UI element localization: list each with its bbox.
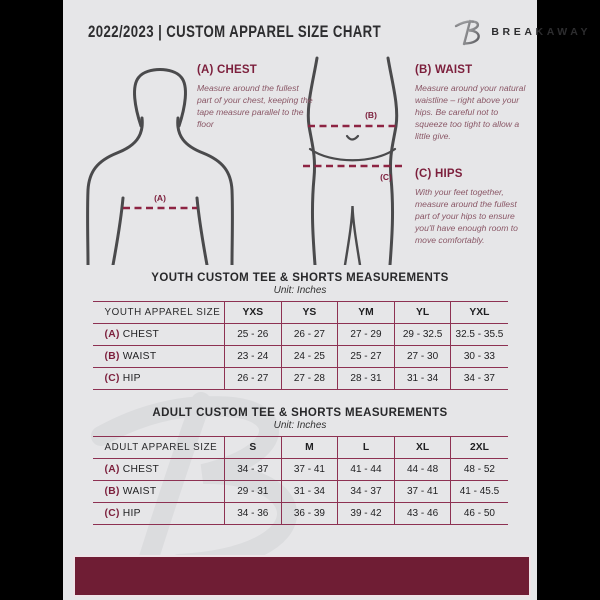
cell-value: 34 - 37 xyxy=(338,481,395,503)
cell-value: 36 - 39 xyxy=(281,503,338,525)
cell-value: 26 - 27 xyxy=(281,324,338,346)
cell-value: 32.5 - 35.5 xyxy=(451,324,508,346)
cell-value: 23 - 24 xyxy=(225,346,282,368)
row-label-text: WAIST xyxy=(122,351,157,362)
size-col-header: S xyxy=(225,437,282,459)
hips-body-text: With your feet together, measure around the fullest part of your hips to ensure you'll have enough room to move comfortably. xyxy=(415,187,518,246)
row-label-text: HIP xyxy=(122,508,141,519)
cell-value: 44 - 48 xyxy=(394,459,451,481)
adult-table-unit: Unit: Inches xyxy=(273,420,327,431)
chest-heading: (A) CHEST xyxy=(197,64,257,76)
table-row-waist xyxy=(93,481,508,503)
size-col-header: YS xyxy=(281,302,338,324)
youth-size-header-label: YOUTH APPAREL SIZE xyxy=(104,307,221,318)
row-prefix: (C) xyxy=(104,373,120,384)
cell-value: 31 - 34 xyxy=(394,368,451,390)
table-row-waist xyxy=(93,346,508,368)
cell-value: 39 - 42 xyxy=(338,503,395,525)
youth-table-section xyxy=(63,272,537,390)
cell-value: 30 - 33 xyxy=(451,346,508,368)
row-prefix: (B) xyxy=(104,486,120,497)
size-col-header: YXS xyxy=(225,302,282,324)
cell-value: 34 - 37 xyxy=(451,368,508,390)
brand-lockup xyxy=(454,18,591,46)
cell-value: 27 - 28 xyxy=(281,368,338,390)
cell-value: 34 - 37 xyxy=(225,459,282,481)
adult-table-title: ADULT CUSTOM TEE & SHORTS MEASUREMENTS xyxy=(152,407,448,419)
cell-value: 28 - 31 xyxy=(338,368,395,390)
cell-value: 37 - 41 xyxy=(281,459,338,481)
hips-line-label: (C) xyxy=(380,172,392,182)
table-row-hip xyxy=(93,368,508,390)
row-prefix: (C) xyxy=(104,508,120,519)
brand-name: BREAKAWAY xyxy=(491,26,592,38)
waist-heading: (B) WAIST xyxy=(415,64,473,76)
cell-value: 43 - 46 xyxy=(394,503,451,525)
youth-table-unit: Unit: Inches xyxy=(273,285,327,296)
row-prefix: (B) xyxy=(104,351,120,362)
cell-value: 29 - 31 xyxy=(225,481,282,503)
row-prefix: (A) xyxy=(104,329,120,340)
table-row-chest xyxy=(93,459,508,481)
waist-body-text: Measure around your natural waistline – right above your hips. Be careful not to squeeze too tight to allow a little give. xyxy=(415,83,526,142)
row-label-text: CHEST xyxy=(122,464,160,475)
cell-value: 46 - 50 xyxy=(451,503,508,525)
waist-line-label: (B) xyxy=(365,110,377,120)
youth-table-title: YOUTH CUSTOM TEE & SHORTS MEASUREMENTS xyxy=(151,272,449,284)
row-label-text: HIP xyxy=(122,373,141,384)
breakaway-b-logo-icon xyxy=(454,18,484,46)
adult-header-row xyxy=(93,437,508,459)
size-chart-page xyxy=(63,0,592,600)
size-col-header: YXL xyxy=(451,302,508,324)
cell-value: 24 - 25 xyxy=(281,346,338,368)
cell-value: 31 - 34 xyxy=(281,481,338,503)
adult-size-table xyxy=(93,436,508,525)
cell-value: 27 - 30 xyxy=(394,346,451,368)
table-row-chest xyxy=(93,324,508,346)
cell-value: 26 - 27 xyxy=(225,368,282,390)
size-col-header: M xyxy=(281,437,338,459)
cell-value: 37 - 41 xyxy=(394,481,451,503)
row-label-text: WAIST xyxy=(122,486,157,497)
cell-value: 25 - 26 xyxy=(225,324,282,346)
cell-value: 34 - 36 xyxy=(225,503,282,525)
chest-body-text: Measure around the fullest part of your chest, keeping the tape measure parallel to the floor xyxy=(197,83,313,130)
size-col-header: L xyxy=(338,437,395,459)
size-col-header: YM xyxy=(338,302,395,324)
row-prefix: (A) xyxy=(104,464,120,475)
youth-header-row xyxy=(93,302,508,324)
cell-value: 25 - 27 xyxy=(338,346,395,368)
measurement-diagram-section xyxy=(63,56,537,268)
table-row-hip xyxy=(93,503,508,525)
chest-line-label: (A) xyxy=(154,193,166,203)
cell-value: 41 - 44 xyxy=(338,459,395,481)
footer-bar xyxy=(73,555,531,597)
youth-size-table xyxy=(93,301,508,390)
size-col-header: YL xyxy=(394,302,451,324)
waist-instructions xyxy=(415,64,531,142)
cell-value: 29 - 32.5 xyxy=(394,324,451,346)
cell-value: 48 - 52 xyxy=(451,459,508,481)
size-col-header: 2XL xyxy=(451,437,508,459)
adult-table-section xyxy=(63,407,537,525)
row-label-text: CHEST xyxy=(122,329,160,340)
hips-instructions xyxy=(415,168,531,246)
chest-instructions xyxy=(197,64,313,130)
page-title: 2022/2023 | CUSTOM APPAREL SIZE CHART xyxy=(88,22,382,41)
adult-size-header-label: ADULT APPAREL SIZE xyxy=(104,442,218,453)
size-col-header: XL xyxy=(394,437,451,459)
cell-value: 27 - 29 xyxy=(338,324,395,346)
hips-heading: (C) HIPS xyxy=(415,168,463,180)
cell-value: 41 - 45.5 xyxy=(451,481,508,503)
document-header xyxy=(88,18,592,46)
